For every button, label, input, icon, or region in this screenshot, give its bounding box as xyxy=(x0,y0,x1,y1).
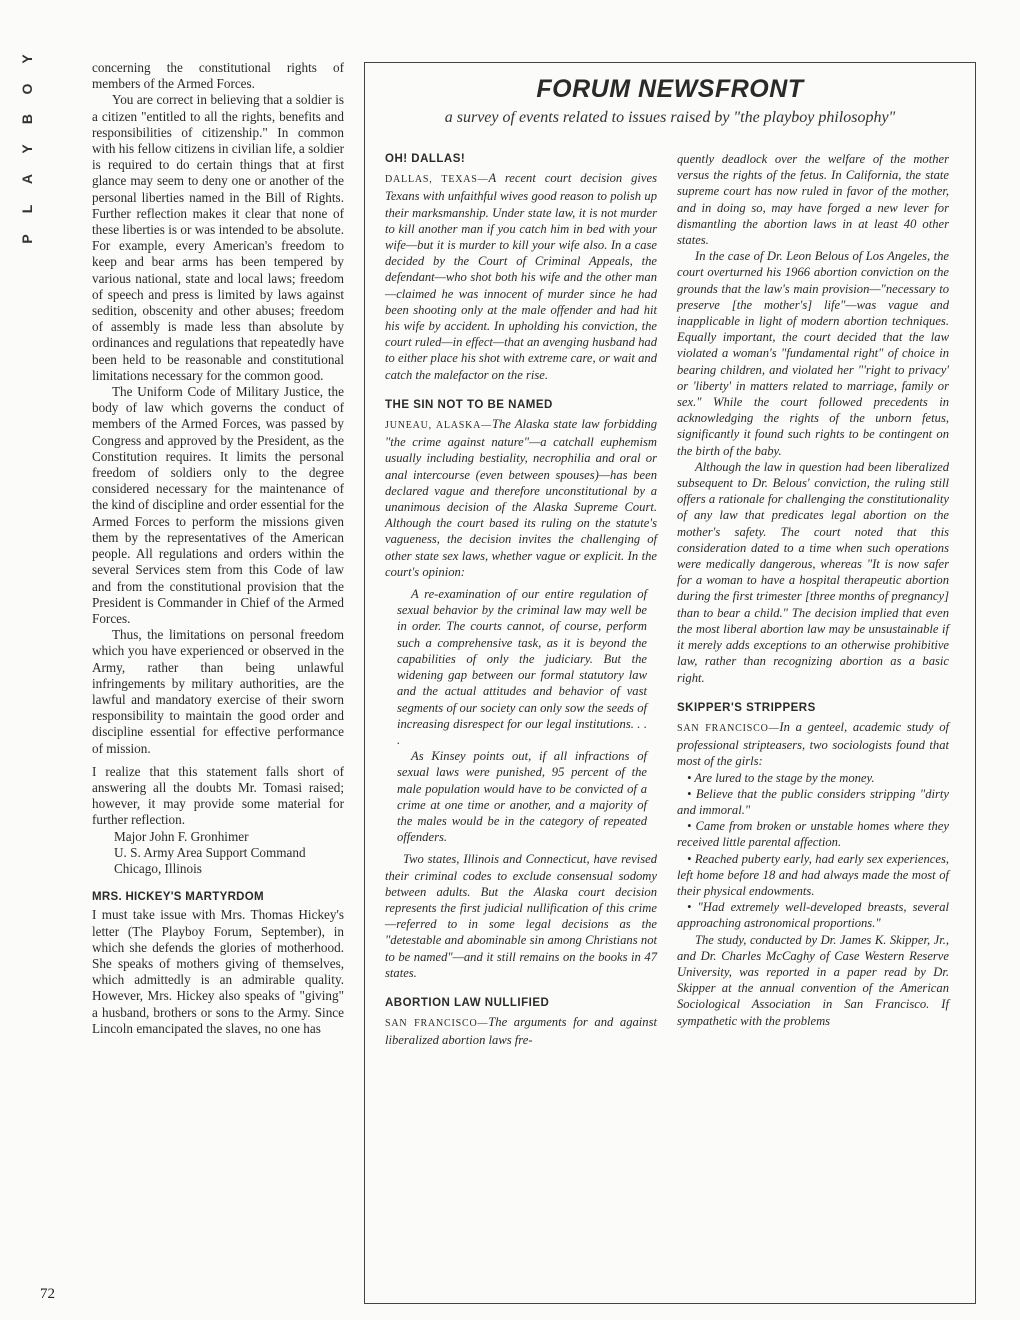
news-paragraph: Although the law in question had been liberalized subsequent to Dr. Belous' conviction, the ruling still offers a rationale for challenging the constitutionality of any law that predicates legal abortion on the mother's safety. The court noted that this consideration dated to a time when such operations were medically dangerous, whereas "It is now safer for a woman to have a hospital therapeutic abortion during the first trimester [three months of pregnancy] than to bear a child." The decision implied that even the most liberal abortion law may be unsustainable if it merely adds exceptions to an otherwise prohibitive law, rather than recognizing abortion as a basic right. xyxy=(677,459,949,685)
masthead-letter: L xyxy=(19,204,35,214)
list-item: • "Had extremely well-developed breasts, several approaching astronomical proportions." xyxy=(677,900,949,931)
letter-paragraph: I must take issue with Mrs. Thomas Hickey's letter (The Playboy Forum, September), in which she defends the glories of motherhood. She speaks of mothers giving of themselves, which admittedly is an admirable quality. However, Mrs. Hickey also speaks of "giving" a husband, brothers or sons to the Army. Since Lincoln emancipated the slaves, no one has xyxy=(92,907,344,1036)
dateline: SAN FRANCISCO— xyxy=(677,722,780,734)
forum-column-left xyxy=(385,151,657,1063)
news-body xyxy=(677,719,949,770)
dateline: JUNEAU, ALASKA— xyxy=(385,420,492,432)
forum-column-right xyxy=(677,151,949,1043)
news-item-dallas xyxy=(385,151,657,383)
masthead-letter: Y xyxy=(19,54,35,64)
signature-city: Chicago, Illinois xyxy=(114,860,202,876)
news-text: In a genteel, academic study of professional stripteasers, two sociologists found that most of the girls: xyxy=(677,719,949,769)
news-paragraph: The study, conducted by Dr. James K. Skipper, Jr., and Dr. Charles McCaghy of Case Western Reserve University, was reported in a paper read by Dr. Skipper at the annual convention of the American Sociological Association in San Francisco. If sympathetic with the problems xyxy=(677,932,949,1028)
news-paragraph: quently deadlock over the welfare of the mother versus the rights of the fetus. In California, the state supreme court has now ruled in favor of the mother, and in doing so, may have forged a new lever for dismantling the abortion laws in at least 40 other states. xyxy=(677,152,949,248)
news-body xyxy=(385,1014,657,1048)
masthead-letter: Y xyxy=(19,144,35,154)
news-body xyxy=(385,170,657,383)
list-item: • Came from broken or unstable homes where they received little parental affection. xyxy=(677,819,949,850)
signature-unit: U. S. Army Area Support Command xyxy=(114,844,306,860)
dateline: DALLAS, TEXAS— xyxy=(385,174,489,186)
news-paragraph: In the case of Dr. Leon Belous of Los Angeles, the court overturned his 1966 abortion conviction on the grounds that the law's main provision—"necessary to preserve [the mother's] life"—was vague and inapplicable in light of modern abortion techniques. Equally important, the court decided that the law violated a woman's "fundamental right" of choice in bearing children, and violated her "'right to privacy' or 'liberty' in matters related to marriage, family or sex." While the court followed precedents in acknowledging the rights of the unborn fetus, significantly it found such rights to be contingent on the birth of the baby. xyxy=(677,249,949,458)
letter-paragraph: I realize that this statement falls short of answering all the doubts Mr. Tomasi raised; however, it may provide some material for further reflection. xyxy=(92,763,344,828)
news-item-abortion-continued xyxy=(677,151,949,686)
forum-title: FORUM NEWSFRONT xyxy=(536,75,804,103)
forum-subtitle: a survey of events related to issues raised by "the playboy philosophy" xyxy=(444,109,896,126)
masthead-letter: B xyxy=(19,113,35,125)
playboy-masthead xyxy=(6,52,48,262)
letter-paragraph: You are correct in believing that a soldier is a citizen "entitled to all the rights, benefits and responsibilities of citizenship." In common with his fellow citizens in civilian life, a soldier is required to do certain things that at first glance may seem to deny one or another of the personal liberties named in the Bill of Rights. Further reflection makes it clear that none of these liberties is or was intended to be absolute. For example, every American's freedom to keep and bear arms has been tempered by various national, state and local laws; freedom of speech and press is limited by laws against sedition, obscenity and other abuses; freedom of assembly is made less than absolute by ordinances and regulations that repeatedly have been held to be reasonable and constitutional limitations necessary for the common good. xyxy=(92,92,344,383)
news-heading: SKIPPER'S STRIPPERS xyxy=(677,701,816,714)
news-text: The arguments for and against liberalized abortion laws fre- xyxy=(385,1015,657,1048)
news-text: The Alaska state law forbidding "the crime against nature"—a catchall euphemism usually including bestiality, necrophilia and oral or anal intercourse (even between spouses)—has been declared vague and therefore unconstitutional by a unanimous decision of the Alaska Supreme Court. Although the court based its ruling on the statute's vagueness, the decision invites the challenging of other state sex laws, whether vague or explicit. In the court's opinion: xyxy=(385,417,657,579)
quote-paragraph: A re-examination of our entire regulation of sexual behavior by the criminal law may well be in order. The courts cannot, of course, perform such a comprehensive task, as it is beyond the capabilities of only the judiciary. But the widening gap between our formal statutory law and the actual attitudes and behavior of vast segments of our society can only sow the seeds of increasing disrespect for our legal institutions. . . . xyxy=(397,587,647,747)
list-item: • Reached puberty early, had early sex experiences, left home before 18 and had always made the most of their physical endowments. xyxy=(677,851,949,898)
news-body xyxy=(385,416,657,580)
dateline: SAN FRANCISCO— xyxy=(385,1018,489,1030)
news-item-abortion xyxy=(385,995,657,1049)
news-heading: THE SIN NOT TO BE NAMED xyxy=(385,398,553,411)
forum-newsfront-box xyxy=(364,62,976,1304)
news-item-sin xyxy=(385,397,657,981)
quote-paragraph: As Kinsey points out, if all infractions of sexual laws were punished, 95 percent of the male population would have to be convicted of a crime at one time or another, and a majority of the males would be in the category of repeated offenders. xyxy=(397,749,647,845)
news-heading: OH! DALLAS! xyxy=(385,153,466,165)
signature-name: Major John F. Gronhimer xyxy=(114,828,249,844)
masthead-letter: A xyxy=(19,173,35,185)
masthead-letter: P xyxy=(19,234,35,244)
page-number: 72 xyxy=(40,1286,55,1302)
letter-paragraph: The Uniform Code of Military Justice, the body of law which governs the conduct of members of the Armed Forces, was passed by Congress and approved by the President, as the Constitution requires. It limits the personal freedom of soldiers only to the degree considered necessary for the maintenance of the kind of discipline and order essential for the Armed Forces to perform the missions given them by the representatives of the American people. All regulations and orders within the several Services stem from this Code of law and from the constitutional provision that the President is Commander in Chief of the Armed Forces. xyxy=(92,384,344,626)
court-quote xyxy=(397,586,647,845)
news-item-skipper xyxy=(677,700,949,1029)
news-text: A recent court decision gives Texans with unfaithful wives good reason to polish up their marksmanship. Under state law, it is not murder to kill another man if you catch him in bed with your wife—but it is murder to kill your wife also. In a case decided by the Court of Criminal Appeals, the defendant—who shot both his wife and the other man—claimed he was innocent of murder since he had been shooting only at the male offender and had hit his wife by accident. In upholding his conviction, the court ruled—in effect—that an avenging husband had to either place his shot with extreme care, or wait and catch the malefactor on the rise. xyxy=(385,171,657,382)
news-heading: ABORTION LAW NULLIFIED xyxy=(385,996,550,1009)
letters-column xyxy=(92,60,344,1037)
letter-paragraph: Thus, the limitations on personal freedom which you have experienced or observed in the Army, rather than being unlawful infringements by military authorities, are the lawful and mandatory exercise of their sworn responsibility to maintain the good order and discipline essential for effective performance of mission. xyxy=(92,627,344,756)
list-item: • Believe that the public considers stripping "dirty and immoral." xyxy=(677,786,949,817)
letter-paragraph: concerning the constitutional rights of members of the Armed Forces. xyxy=(92,60,344,92)
section-heading: MRS. HICKEY'S MARTYRDOM xyxy=(92,891,264,904)
masthead-letter: O xyxy=(19,83,35,95)
list-item: • Are lured to the stage by the money. xyxy=(687,770,875,785)
news-paragraph: Two states, Illinois and Connecticut, have revised their criminal codes to exclude consensual sodomy between adults. But the Alaska court decision represents the first judicial nullification of this crime—referred to in some legal decisions as the "detestable and abominable sin among Christians not to be named"—and it still remains on the books in 47 states. xyxy=(385,852,657,980)
